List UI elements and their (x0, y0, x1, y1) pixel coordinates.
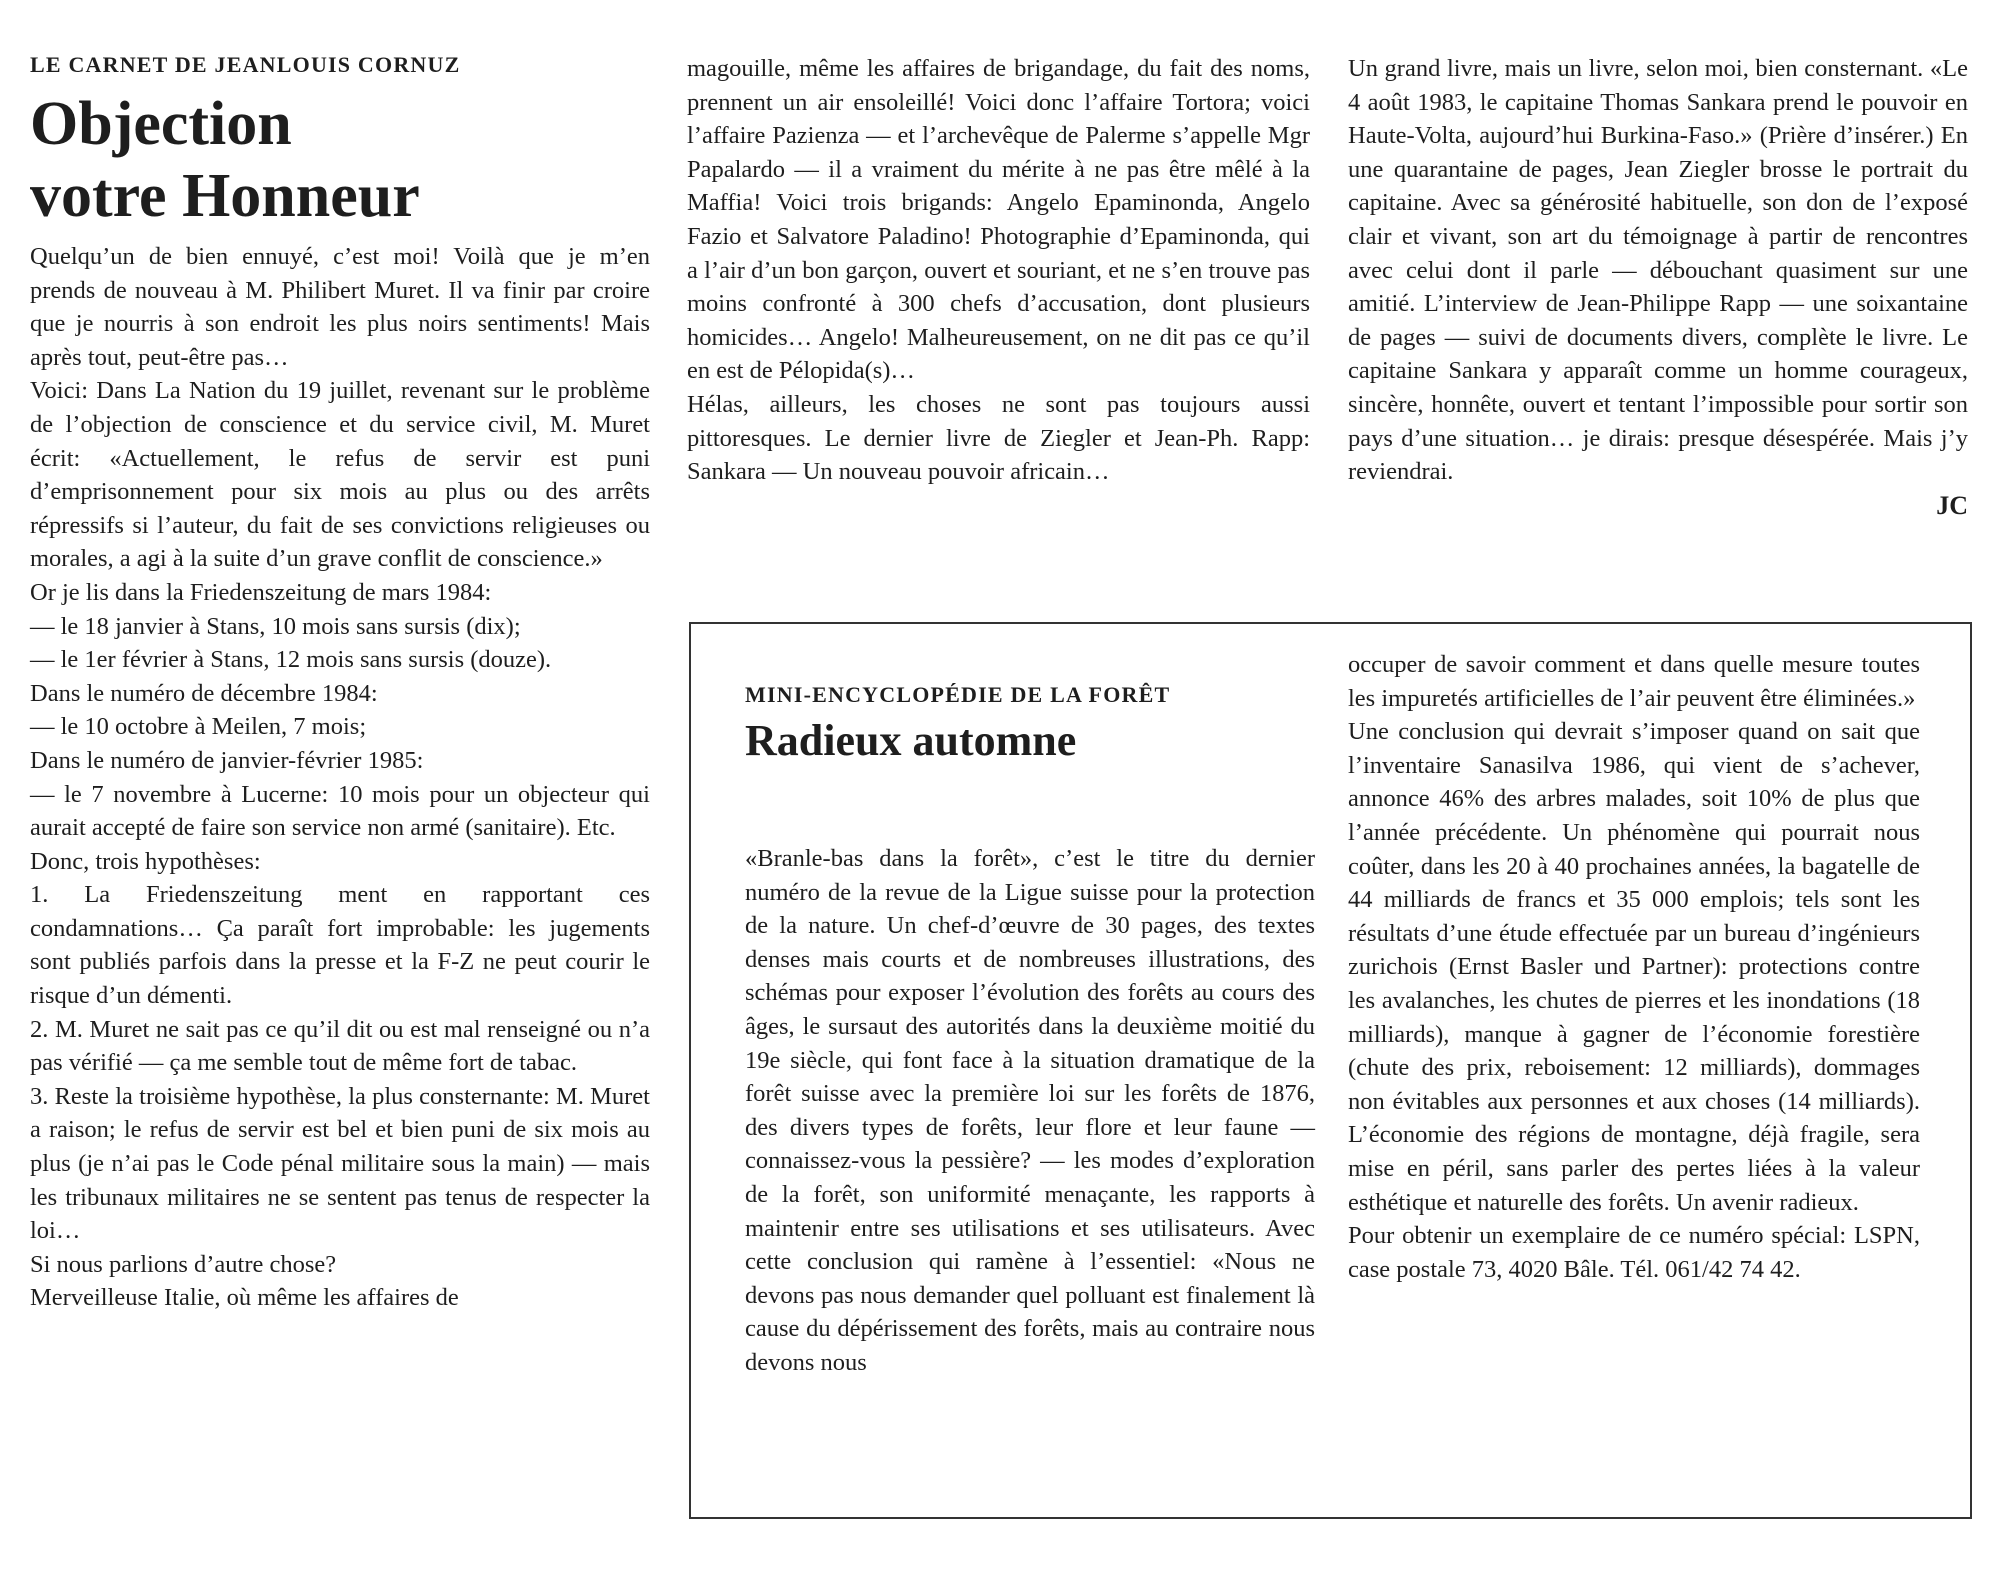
paragraph: occuper de savoir comment et dans quelle mesure toutes les impuretés artificielles de l’air peuvent être éliminées.» (1348, 651, 1920, 712)
paragraph: Dans le numéro de décembre 1984: (30, 679, 378, 707)
article1-column-2 (687, 52, 1310, 489)
paragraph: — le 10 octobre à Meilen, 7 mois; (30, 713, 367, 741)
article2-title: Radieux automne (745, 716, 1077, 765)
paragraph: — le 1er février à Stans, 12 mois sans sursis (douze). (30, 646, 552, 674)
article1-title-line2: votre Honneur (30, 162, 420, 230)
paragraph: 2. M. Muret ne sait pas ce qu’il dit ou est mal renseigné ou n’a pas vérifié — ça me semble tout de même fort de tabac. (30, 1015, 650, 1077)
article1-body-col2 (687, 52, 1310, 489)
paragraph: — le 7 novembre à Lucerne: 10 mois pour un objecteur qui aurait accepté de faire son service non armé (sanitaire). Etc. (30, 780, 650, 842)
author-signature: JC (1936, 490, 1968, 520)
paragraph: Dans le numéro de janvier-février 1985: (30, 746, 424, 774)
paragraph: Pour obtenir un exemplaire de ce numéro spécial: LSPN, case postale 73, 4020 Bâle. Tél. 061/42 74 42. (1348, 1222, 1920, 1283)
article1-kicker: LE CARNET DE JEANLOUIS CORNUZ (30, 52, 461, 77)
paragraph: Un grand livre, mais un livre, selon moi, bien consternant. «Le 4 août 1983, le capitaine Thomas Sankara prend le pouvoir en Haute-Volta, aujourd’hui Burkina-Faso.» (Prière d’insérer.) En une quarantaine de pages, Jean Ziegler brosse le portrait du capitaine. Avec sa générosité habituelle, son don de l’exposé clair et vivant, son art du témoignage à partir de rencontres avec celui dont il parle — débouchant quasiment sur une amitié. L’interview de Jean-Philippe Rapp — une soixantaine de pages — suivi de documents divers, complète le livre. Le capitaine Sankara y apparaît comme un homme courageux, sincère, honnête, ouvert et tentant l’impossible pour sortir son pays d’une situation… je dirais: presque désespérée. Mais j’y reviendrai. (1348, 55, 1968, 486)
paragraph: 3. Reste la troisième hypothèse, la plus consternante: M. Muret a raison; le refus de servir est bel et bien puni de six mois au plus (je n’ai pas le Code pénal militaire sous la main) — mais les tribunaux militaires ne se sentent pas tenus de respecter la loi… (30, 1082, 650, 1245)
paragraph: Hélas, ailleurs, les choses ne sont pas toujours aussi pittoresques. Le dernier livre de Ziegler et Jean-Ph. Rapp: Sankara — Un nouveau pouvoir africain… (687, 390, 1310, 486)
paragraph: — le 18 janvier à Stans, 10 mois sans sursis (dix); (30, 612, 521, 640)
paragraph: «Branle-bas dans la forêt», c’est le titre du dernier numéro de la revue de la Ligue suisse pour la protection de la nature. Un chef-d’œuvre de 30 pages, des textes denses mais courts et de nombreuses illustrations, des schémas pour exposer l’évolution des forêts au cours des âges, le sursaut des autorités dans la deuxième moitié du 19e siècle, qui font face à la situation dramatique de la forêt suisse avec la première loi sur les forêts de 1876, des divers types de forêts, leur flore et leur faune — connaissez-vous la pessière? — les modes d’exploration de la forêt, son uniformité menaçante, les rapports à maintenir entre ses utilisations et ses utilisateurs. Avec cette conclusion qui ramène à l’essentiel: «Nous ne devons pas nous demander quel polluant est finalement là cause du dépérissement des forêts, mais au contraire nous devons nous (745, 845, 1315, 1376)
paragraph: Quelqu’un de bien ennuyé, c’est moi! Voilà que je m’en prends de nouveau à M. Philibert Muret. Il va finir par croire que je nourris à son endroit les plus noirs sentiments! Mais après tout, peut-être pas… (30, 243, 650, 371)
paragraph: Si nous parlions d’autre chose? (30, 1250, 337, 1278)
article1-body-col3 (1348, 52, 1968, 489)
article2-kicker: MINI-ENCYCLOPÉDIE DE LA FORÊT (745, 682, 1171, 707)
article1-column-1 (30, 52, 650, 1315)
article2-body-col1 (745, 842, 1315, 1380)
paragraph: 1. La Friedenszeitung ment en rapportant ces condamnations… Ça paraît fort improbable: les jugements sont publiés parfois dans la presse et la F-Z ne peut courir le risque d’un démenti. (30, 881, 650, 1010)
paragraph: Voici: Dans La Nation du 19 juillet, revenant sur le problème de l’objection de conscience et du service civil, M. Muret écrit: «Actuellement, le refus de servir est puni d’emprisonnement pour six mois au plus ou des arrêts répressifs si l’auteur, du fait de ses convictions religieuses ou morales, a agi à la suite d’un grave conflit de conscience.» (30, 377, 650, 573)
paragraph: Donc, trois hypothèses: (30, 847, 261, 875)
article2-column-2 (1348, 648, 1920, 1286)
paragraph: Merveilleuse Italie, où même les affaires de (30, 1284, 459, 1312)
article1-body-col1 (30, 240, 650, 1315)
paragraph: Une conclusion qui devrait s’imposer quand on sait que l’inventaire Sanasilva 1986, qui vient de s’achever, annonce 46% des arbres malades, soit 10% de plus que l’année précédente. Un phénomène qui pourrait nous coûter, dans les 20 à 40 prochaines années, la bagatelle de 44 milliards de francs et 35 000 emplois; tels sont les résultats d’une étude effectuée par un bureau d’ingénieurs zurichois (Ernst Basler und Partner): protections contre les avalanches, les chutes de pierres et les inondations (18 milliards), manque à gagner de l’économie forestière (chute des prix, reboisement: 12 milliards), dommages non évitables aux personnes et aux choses (14 milliards). L’économie des régions de montagne, déjà fragile, sera mise en péril, sans parler des pertes liées à la valeur esthétique et naturelle des forêts. Un avenir radieux. (1348, 718, 1920, 1216)
paragraph: magouille, même les affaires de brigandage, du fait des noms, prennent un air ensoleillé! Voici donc l’affaire Tortora; voici l’affaire Pazienza — et l’archevêque de Palerme s’appelle Mgr Papalardo — il a vraiment du mérite à ne pas être mêlé à la Maffia! Voici trois brigands: Angelo Epaminonda, Angelo Fazio et Salvatore Paladino! Photographie d’Epaminonda, qui a l’air d’un bon garçon, ouvert et souriant, et ne s’en trouve pas moins confronté à 300 chefs d’accusation, dont plusieurs homicides… Angelo! Malheureusement, on ne dit pas ce qu’il en est de Pélopida(s)… (687, 55, 1310, 385)
article1-title-line1: Objection (30, 90, 292, 158)
article1-column-3 (1348, 52, 1968, 522)
article1-title (30, 88, 650, 232)
paragraph: Or je lis dans la Friedenszeitung de mars 1984: (30, 578, 492, 606)
article2-column-1 (745, 682, 1315, 1380)
article2-body-col2 (1348, 648, 1920, 1286)
